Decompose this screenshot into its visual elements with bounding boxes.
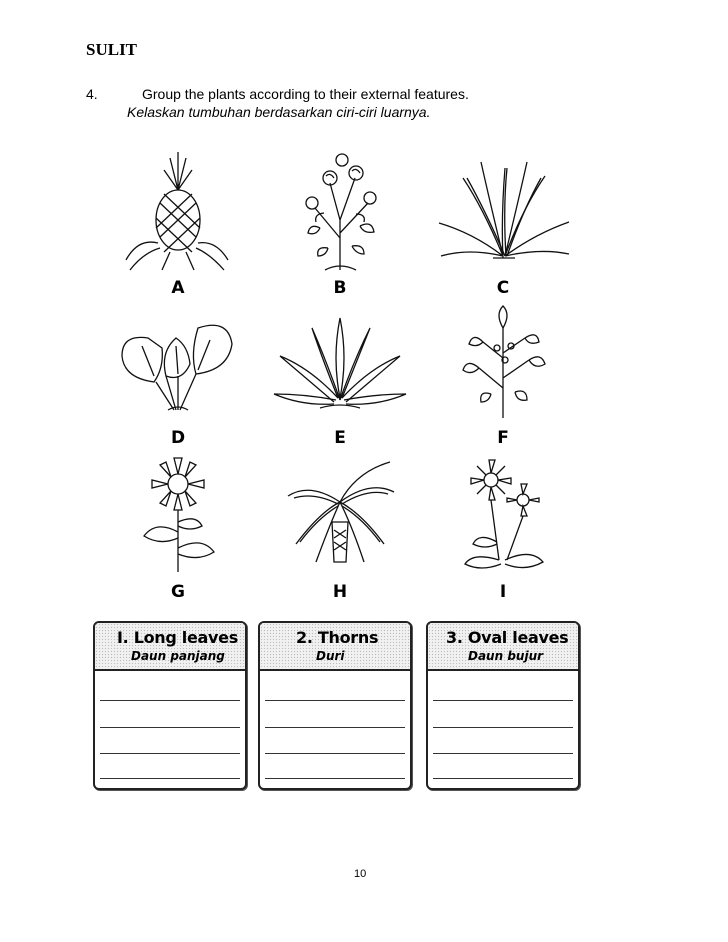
palm-like-plant-icon [423,148,583,273]
plant-a [98,148,258,298]
group-header [95,623,245,671]
group-box-long-leaves [93,621,247,790]
group-subtitle: Duri [316,649,345,663]
sunflower-icon [98,452,258,577]
group-subtitle: Daun bujur [468,649,544,663]
group-box-thorns [258,621,412,790]
answer-line[interactable] [433,778,573,779]
plant-c [423,148,583,298]
question-text-english: Group the plants according to their external features. [142,86,469,102]
plant-letter: C [496,278,510,298]
answer-line[interactable] [433,700,573,701]
answer-line[interactable] [265,727,405,728]
aloe-vera-icon [260,298,420,423]
drooping-leaf-plant-icon [260,452,420,577]
daisy-flower-icon [423,452,583,577]
plant-b [260,148,420,298]
question-text-malay: Kelaskan tumbuhan berdasarkan ciri-ciri luarnya. [127,104,431,120]
plant-letter: G [171,582,185,602]
plant-f [423,298,583,448]
classification-mark: SULIT [86,40,138,59]
question-number: 4. [86,86,98,102]
plant-letter: F [497,428,509,448]
group-subtitle: Daun panjang [131,649,225,663]
plant-e [260,298,420,448]
answer-line[interactable] [265,778,405,779]
group-header [260,623,410,671]
plant-letter: D [170,428,186,448]
rose-bush-icon [260,148,420,273]
pineapple-plant-icon [98,148,258,273]
group-box-oval-leaves [426,621,580,790]
answer-line[interactable] [433,727,573,728]
plant-letter: H [332,582,348,602]
answer-line[interactable] [265,700,405,701]
plant-letter: I [499,582,507,602]
yam-leaf-plant-icon [98,298,258,423]
group-title: 2. Thorns [296,628,379,647]
answer-line[interactable] [433,753,573,754]
page-number: 10 [354,868,367,880]
answer-line[interactable] [265,753,405,754]
group-title: I. Long leaves [117,628,238,647]
plant-letter: E [334,428,346,448]
plant-letter: A [171,278,185,298]
plant-d [98,298,258,448]
answer-line[interactable] [100,727,240,728]
answer-line[interactable] [100,700,240,701]
leafy-shrub-icon [423,298,583,423]
plant-g [98,452,258,602]
answer-line[interactable] [100,778,240,779]
answer-line[interactable] [100,753,240,754]
group-title: 3. Oval leaves [446,628,569,647]
plant-letter: B [333,278,347,298]
plant-i [423,452,583,602]
plant-h [260,452,420,602]
group-header [428,623,578,671]
